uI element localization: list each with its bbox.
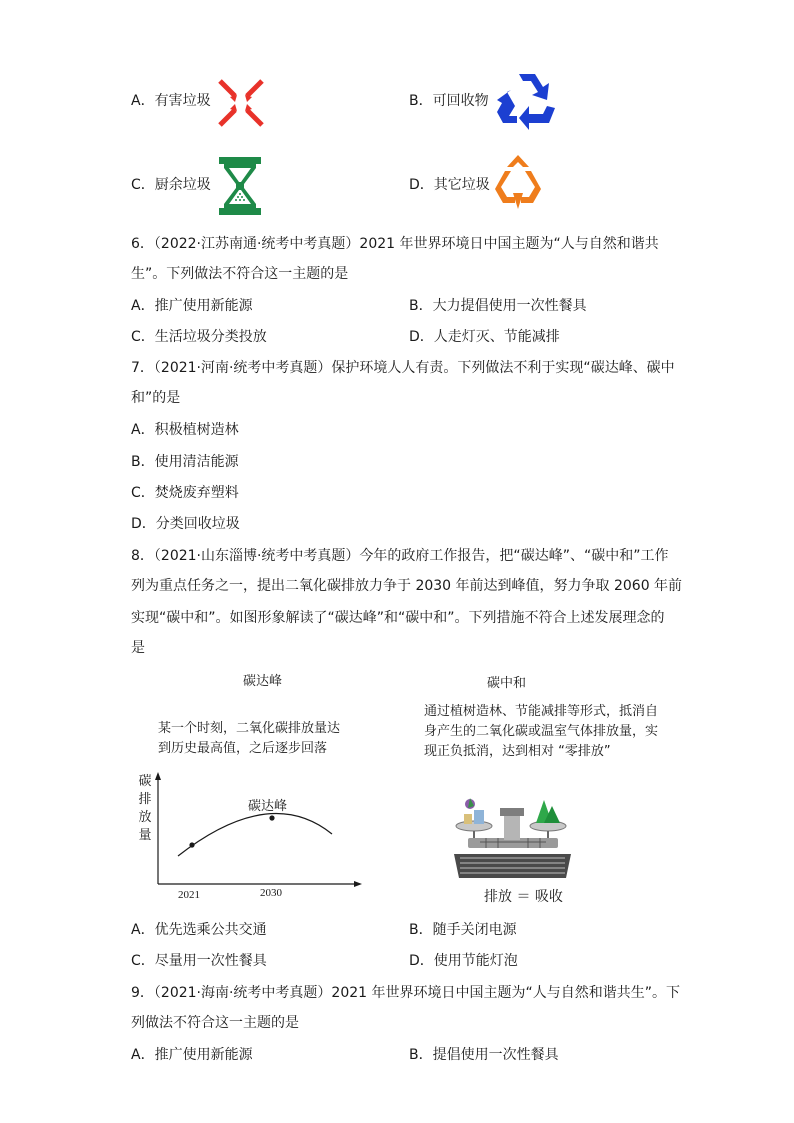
q6-option-a: A．推广使用新能源 xyxy=(131,298,253,314)
q7-option-c: C．焚烧废弃塑料 xyxy=(131,485,239,501)
q5-option-d: D．其它垃圾 xyxy=(409,177,490,193)
carbon-peak-desc-line1: 某一个时刻，二氧化碳排放量达 xyxy=(158,721,341,736)
q8-stem-line1: 8．（2021·山东淄博·统考中考真题）今年的政府工作报告，把“碳达峰”、“碳中和”工作 xyxy=(131,548,669,564)
q7-option-a: A．积极植树造林 xyxy=(131,422,239,438)
carbon-peak-graph xyxy=(150,770,370,890)
q6-stem-line2: 生”。下列做法不符合这一主题的是 xyxy=(131,266,349,282)
hazardous-waste-icon xyxy=(216,77,266,129)
q8-stem-line2: 列为重点任务之一，提出二氧化碳排放力争于 2030 年前达到峰值，努力争取 2060 年前 xyxy=(131,578,683,594)
q9-option-a: A．推广使用新能源 xyxy=(131,1047,253,1063)
peak-label: 碳达峰 xyxy=(248,799,288,814)
q8-option-c: C．尽量用一次性餐具 xyxy=(131,953,267,969)
q9-stem-line1: 9．（2021·海南·统考中考真题）2021 年世界环境日中国主题为“人与自然和谐共生”。下 xyxy=(131,985,681,1001)
recycle-icon xyxy=(497,70,557,132)
x-axis-arrow xyxy=(354,881,362,887)
x-tick-2021: 2021 xyxy=(178,889,200,901)
balance-caption: 排放 ＝ 吸收 xyxy=(484,889,563,905)
y-axis-arrow xyxy=(155,772,161,780)
q5-option-a: A．有害垃圾 xyxy=(131,93,211,109)
q9-option-b: B．提倡使用一次性餐具 xyxy=(409,1047,559,1063)
carbon-neutral-desc-line2: 身产生的二氧化碳或温室气体排放量，实 xyxy=(424,724,659,739)
point-2021 xyxy=(189,842,194,847)
q8-stem-line3: 实现“碳中和”。如图形象解读了“碳达峰”和“碳中和”。下列措施不符合上述发展理念的 xyxy=(131,610,665,626)
q8-option-a: A．优先选乘公共交通 xyxy=(131,922,267,938)
carbon-neutral-title: 碳中和 xyxy=(487,676,527,691)
q8-stem-line4: 是 xyxy=(131,640,145,656)
point-peak-2030 xyxy=(269,815,274,820)
q8-option-d: D．使用节能灯泡 xyxy=(409,953,518,969)
q7-option-d: D．分类回收垃圾 xyxy=(131,516,240,532)
q6-option-c: C．生活垃圾分类投放 xyxy=(131,329,267,345)
emission-curve xyxy=(178,814,332,856)
q5-option-c: C．厨余垃圾 xyxy=(131,177,211,193)
q8-option-b: B．随手关闭电源 xyxy=(409,922,517,938)
carbon-neutral-desc-line3: 现正负抵消，达到相对 “零排放” xyxy=(424,744,611,759)
carbon-peak-desc-line2: 到历史最高值，之后逐步回落 xyxy=(158,741,328,756)
other-waste-icon xyxy=(493,153,543,213)
q7-option-b: B．使用清洁能源 xyxy=(131,454,239,470)
q6-stem-line1: 6．（2022·江苏南通·统考中考真题）2021 年世界环境日中国主题为“人与自然和谐共 xyxy=(131,236,659,252)
x-tick-2030: 2030 xyxy=(260,887,282,899)
q9-stem-line2: 列做法不符合这一主题的是 xyxy=(131,1015,299,1031)
balance-scale-image xyxy=(450,792,575,882)
kitchen-waste-icon xyxy=(217,155,263,217)
q5-option-b: B．可回收物 xyxy=(409,93,489,109)
carbon-peak-title: 碳达峰 xyxy=(243,674,283,689)
q7-stem-line2: 和”的是 xyxy=(131,390,181,406)
carbon-neutral-desc-line1: 通过植树造林、节能减排等形式，抵消自 xyxy=(424,704,659,719)
y-axis-label: 碳 排 放 量 xyxy=(138,774,152,843)
q6-option-d: D．人走灯灭、节能减排 xyxy=(409,329,560,345)
q7-stem-line1: 7．（2021·河南·统考中考真题）保护环境人人有责。下列做法不利于实现“碳达峰、碳中 xyxy=(131,360,675,376)
q6-option-b: B．大力提倡使用一次性餐具 xyxy=(409,298,587,314)
